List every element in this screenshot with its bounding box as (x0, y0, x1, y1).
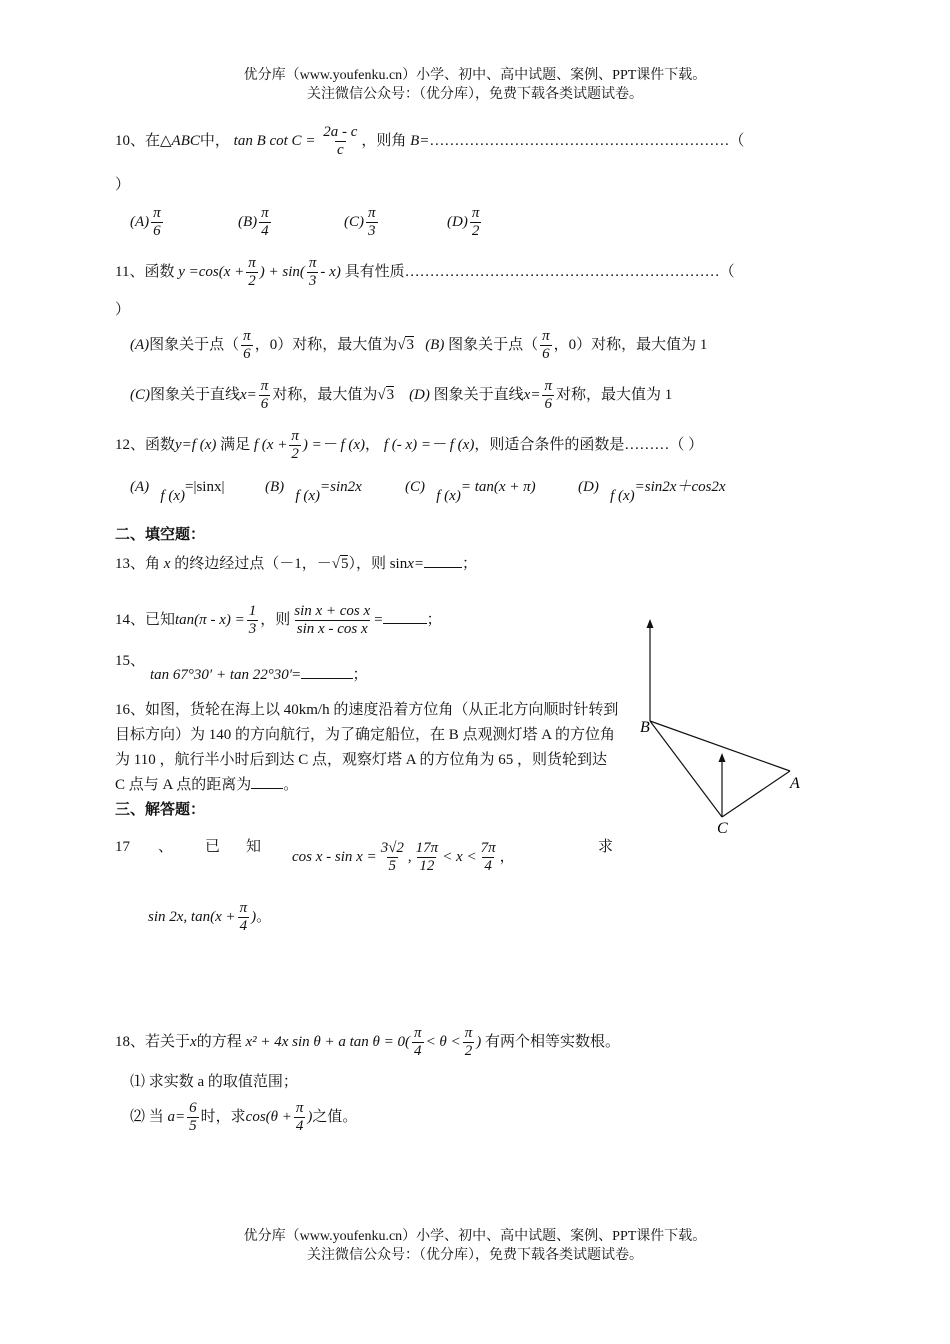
q18-part-2: ⑵ 当 a= $\frac{6}{5}$ 时，求cos(θ + $\frac{\pi}{4}$ )之值。 (130, 1100, 358, 1135)
question-12: 12、函数y=f (x) 满足 f (x + $\frac{\pi}{2}$ ) =－ f (x)， f (- x) =－ f (x)，则适合条件的函数是………（ ） (115, 428, 704, 463)
q10-close-paren: ） (115, 177, 131, 193)
north-arrowhead-b (647, 619, 654, 628)
question-11: 11、函数 y =cos(x + $\frac{\pi}{2}$ ) + sin( $\frac{\pi}{3}$ - x) 具有性质………………………………………………………（ (115, 255, 735, 290)
q10-tail: ，则角 (361, 133, 407, 150)
question-10 (115, 124, 744, 160)
q11-option-b: (B) 图象关于点（ $\frac{\pi}{6}$ ，0）对称，最大值为 1 (425, 328, 708, 363)
q12-option-c: (C) f (x)= tan(x + π) (405, 479, 536, 504)
question-13: 13、角 x 的终边经过点（－1，－√5），则 sinx= ； (115, 553, 477, 573)
q10-option-a: (A) $\frac{\pi}{6}$ (130, 205, 161, 240)
q12-options (130, 478, 726, 504)
q11-option-d: (D) 图象关于直线x= $\frac{\pi}{6}$ 对称，最大值为 1 (409, 378, 673, 413)
point-c-label: C (717, 820, 728, 837)
q10-option-c: (C) $\frac{\pi}{3}$ (344, 205, 376, 240)
section-solve: 三、解答题： (115, 800, 206, 818)
question-18: 18、若关于x的方程 x² + 4x sin θ + a tan θ = 0( $\frac{\pi}{4}$ < θ < $\frac{\pi}{2}$ ) 有两个相等实数根。 (115, 1025, 620, 1060)
q17-line-2: sin 2x, tan(x + $\frac{\pi}{4}$ )。 (148, 900, 272, 935)
q16-answer-blank[interactable] (251, 774, 283, 789)
q11-options-cd (130, 378, 672, 414)
footer-line-1: 优分库（www.youfenku.cn）小学、初中、高中试题、案例、PPT课件下载。 (243, 1229, 707, 1244)
north-arrowhead-c (719, 753, 726, 762)
q11-option-c: (C)图象关于直线x= $\frac{\pi}{6}$ 对称，最大值为√3 (130, 378, 395, 413)
q10-prefix: 10、在△ (115, 133, 172, 150)
footer-line-2: 关注微信公众号：（优分库），免费下载各类试题试卷。 (307, 1248, 643, 1263)
q12-option-a: (A) f (x)=|sinx| (130, 479, 225, 504)
segment-bc (650, 721, 722, 817)
q10-option-d: (D) $\frac{\pi}{2}$ (447, 205, 480, 240)
q12-option-d: (D) f (x)=sin2x＋cos2x (578, 479, 726, 504)
q10-expr: tan B cot C = (233, 133, 316, 150)
question-16: 16、如图，货轮在海上以 40km/h 的速度沿着方位角（从正北方向顺时针转到目标方向）为 140 的方向航行，为了确定船位，在 B 点观测灯塔 A 的方位角为 110 ，航行半小时后到达 C 点，观察灯塔 A 的方位角为 65 ，则货轮到达 C 点与 A 点的距离为 。 (115, 702, 619, 793)
q11-option-a: (A)图象关于点（ $\frac{\pi}{6}$ ，0）对称，最大值为√3 (130, 328, 414, 363)
question-15: tan 67°30′ + tan 22°30′= ； (150, 664, 368, 684)
q15-prefix: 15、 (115, 653, 146, 669)
q12-option-b: (B) f (x)=sin2x (265, 479, 362, 504)
question-17: cos x - sin x = $\frac{3√2}{5}$ , $\frac{17\pi}{12}$ < x < $\frac{7\pi}{4}$ ， (292, 840, 515, 875)
q10-var: B= (410, 133, 430, 150)
q10-mid: 中， (199, 133, 230, 150)
question-14: 14、已知tan(π - x) = $\frac{1}{3}$ ，则 $\frac{\text{sin x + cos x}}{\text{sin x - cos x}}$ = ； (115, 603, 442, 638)
header-line-2: 关注微信公众号：（优分库），免费下载各类试题试卷。 (307, 87, 643, 102)
segment-ca (722, 771, 790, 817)
q15-answer-blank[interactable] (301, 664, 353, 679)
q17-label: 17 、 已 知 (115, 839, 262, 855)
section-fill-in: 二、填空题： (115, 525, 206, 543)
point-a-label: A (790, 775, 800, 792)
q10-dots: ……………………………………………………（ (429, 133, 745, 150)
q10-options (130, 205, 483, 241)
point-b-label: B (640, 719, 650, 736)
segment-ba (650, 721, 790, 771)
q11-close-paren: ） (115, 302, 131, 318)
q10-option-b: (B) $\frac{\pi}{4}$ (238, 205, 269, 240)
bearing-diagram (630, 615, 810, 845)
q14-answer-blank[interactable] (383, 609, 427, 624)
q18-part-1: ⑴ 求实数 a 的取值范围； (130, 1074, 298, 1090)
q10-fraction: $\frac{2a - c}{c}$ (323, 124, 358, 159)
q11-options-ab (130, 328, 707, 364)
q10-triangle: ABC (171, 133, 200, 150)
q17-ask: 求 (598, 839, 614, 855)
q13-answer-blank[interactable] (424, 553, 462, 568)
header-line-1: 优分库（www.youfenku.cn）小学、初中、高中试题、案例、PPT课件下载。 (243, 68, 707, 83)
